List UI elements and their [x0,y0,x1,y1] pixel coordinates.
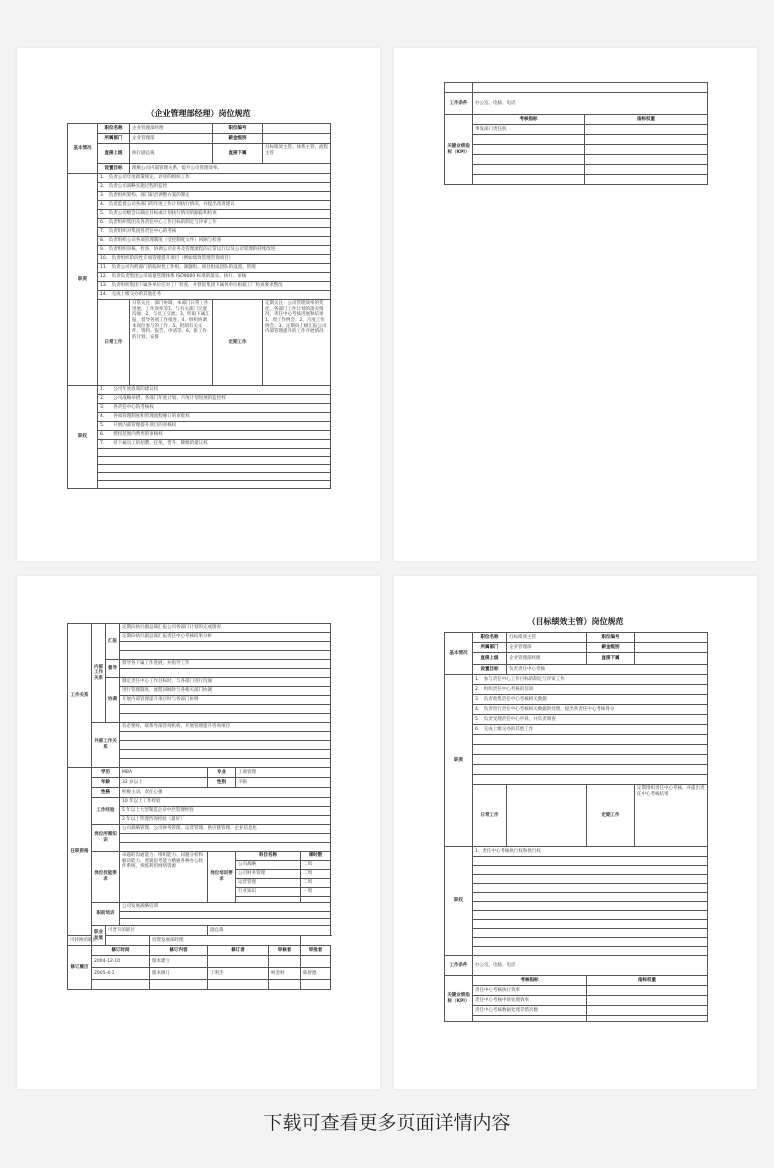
field-label: 职位编号 [587,633,635,643]
empty-row [120,642,331,651]
external-relations-label: 外部工作关系 [92,723,120,768]
empty-cell [445,83,473,93]
duty-item: 13. 负责组织集团下属各单位应对工厂检查，并督促集团下属各单位根据工厂检查要求整改 [98,282,331,291]
duty-item: 1. 负责公司年度政策规定、评审的组织工作 [98,174,331,183]
authority-item: 3. 各责任中心的考核权 [98,404,331,413]
duty-item: 2. 负责公司战略实施过程的监控 [98,183,331,192]
field-value: 企业管理部经理 [507,653,587,665]
authority-item: 1、责任中心考核执行权和执行权 [473,847,708,857]
kpi-label: 关键业绩指标（KPI） [445,115,473,185]
kpi-label: 关键业绩指标（KPI） [445,976,473,1022]
empty-row [120,750,331,759]
field-label: 职位名称 [473,633,507,643]
empty-row [120,919,331,926]
kpi-header: 考核指标 [473,976,587,986]
history-cell: 2004-12-10 [92,956,150,968]
kpi-item: 责任中心考核执行效率 [473,986,587,996]
training-subject: 公司战略 [236,861,301,870]
work-conditions-label: 工作条件 [445,956,473,976]
field-value: 目标绩效主管、体系主管、流程主管 [263,144,331,164]
empty-cell [473,135,585,145]
field-value [635,633,708,643]
field-value: 不限 [236,778,331,788]
history-cell: 柯金财 [269,968,301,980]
field-label: 性格 [92,788,120,798]
duty-item: 5. 负责受理责任中心申诉，并负责调查 [473,715,708,725]
coordinate-label: 协调 [106,678,120,723]
periodic-work-label: 定期工作 [213,300,263,386]
document-page-2 [394,48,757,561]
empty-row [120,843,331,852]
empty-row [473,929,708,938]
authority-item: 5. 开展内部管理提升项目的审核权 [98,422,331,431]
empty-row [473,745,708,755]
history-header: 审核者 [269,946,301,956]
empty-row [98,473,331,481]
empty-cell [92,980,150,990]
duty-item: 2. 组织责任中心考核的培训 [473,685,708,695]
field-value: 工商管理 [236,768,331,778]
empty-cell [587,1016,708,1022]
daily-work-label: 日常工作 [473,785,507,847]
kpi-weight [587,996,708,1006]
field-value: 企业管理部 [130,134,213,144]
knowledge-label: 岗位所需知识 [92,825,120,852]
training-subject: 行业知识 [236,888,301,897]
training-subject: 运营管理 [236,879,301,888]
page-title: （企业管理部经理）岗位规范 [146,109,251,118]
career-value: 投资发展部经理 [150,936,301,946]
field-label: 直接上级 [98,144,130,164]
revision-history-label: 修订履历 [68,946,92,990]
training-label: 岗位培训要求 [208,852,236,903]
experience-item: 2 年以上管理咨询经验（最好） [120,816,331,825]
duty-item: 6. 完成上级交办的其他工作 [473,725,708,735]
field-label: 所属部门 [473,643,507,653]
duty-item: 9. 负责组织审核、检查、协调公司业务及管理流程的正常运行以及公司管理的持续改进 [98,246,331,255]
authority-item: 4. 各项管理制度和管理流程修订的审批权 [98,413,331,422]
empty-cell [150,980,208,990]
job-spec-table [67,123,331,489]
empty-row [98,449,331,457]
empty-row [473,893,708,902]
field-value [635,643,708,653]
field-value: 企业管理部经理 [130,124,213,134]
empty-row [473,911,708,920]
training-header: 科目名称 [236,852,301,861]
empty-cell [473,145,585,155]
skills-label: 岗位技能要求 [92,852,120,903]
kpi-header: 指标权重 [585,115,708,125]
history-cell [208,956,269,968]
relation-item: 督导各下属工作进展，并指导工作 [120,660,331,669]
empty-row [473,735,708,745]
duty-item: 1. 参与责任中心工作目标的制定与评审工作 [473,675,708,685]
kpi-weight [587,986,708,996]
authority-label: 职权 [68,386,98,489]
work-conditions-value: 办公室、电脑、电话 [473,93,708,115]
empty-row [473,866,708,875]
training-hours: 二周 [301,861,331,870]
field-value: 执行副总裁 [130,144,213,164]
duty-item: 4. 负责进行责任中心考核相关数据的处理，提出各责任中心考核得分 [473,705,708,715]
authority-label: 职权 [445,847,473,956]
basic-info-label: 基本情况 [445,633,473,675]
knowledge-value: 公司战略管理、公司财务管理、运营管理、供应链管理、企业信息化 [120,825,331,834]
field-label: 直接下属 [213,144,263,164]
empty-cell [585,145,708,155]
field-value [263,124,331,134]
duty-item: 5. 负责公司级会议确定目标或计划执行情况的跟踪和检查 [98,210,331,219]
empty-row [473,755,708,765]
relation-item: 开展内部管理提升项目时与各部门协调 [120,696,331,705]
training-hours: 二周 [301,870,331,879]
empty-row [473,938,708,947]
field-label: 学历 [92,768,120,778]
training-header: 课时数 [301,852,331,861]
kpi-item: 责任中心考核数据处理差错次数 [473,1006,587,1016]
history-header: 修订内容 [150,946,208,956]
empty-row [473,857,708,866]
duties-label: 职责 [68,174,98,386]
training-hours: 一周 [301,888,331,897]
empty-row [473,884,708,893]
work-relations-label: 工作关系 [68,624,92,768]
field-label: 设置目标 [473,665,507,675]
duty-item: 14. 完成上级交办的其他任务 [98,291,331,300]
field-label: 年龄 [92,778,120,788]
field-value: 负责责任中心考核 [507,665,708,675]
field-label: 直接上级 [473,653,507,665]
authority-item: 1. 公司年度政策的建议权 [98,386,331,395]
job-spec-table [444,632,708,1022]
duty-item: 6. 负责组织集团及各责任中心工作目标的制定与评审工作 [98,219,331,228]
empty-row [473,902,708,911]
kpi-item: 事发部门责任机 [473,125,585,135]
daily-work-text: 日常关注：部门协调，本部门日常工作进展，工作效率等1、与有关部门交流沟通；2、与员工交流；3、听取下属汇报，督导各项工作推进；4、组织协调本岗位参与的工作；5、批阅有关文件、资料、报告、申请等；6、新工作的计划、安排 [130,300,213,386]
periodic-work-label: 定期工作 [587,785,635,847]
download-prompt-text: 下载可查看更多页面详情内容 [263,1112,511,1134]
field-label: 性别 [208,778,236,788]
relation-item: 定期向执行副总裁汇报责任中心考核结果分析 [120,633,331,642]
field-value [263,134,331,144]
experience-item: 5 年以上大型制造企业中层管理经验 [120,807,331,816]
history-cell [269,956,301,968]
report-label: 汇报 [106,624,120,660]
field-label: 专业 [208,768,236,778]
empty-row [120,912,331,919]
empty-row [473,947,708,956]
empty-row [120,732,331,741]
duty-item: 10. 负责组织阶段性专项管理提升项目（例如绩效管理咨询项目） [98,255,331,264]
field-label: 直接下属 [587,653,635,665]
history-header: 修订者 [208,946,269,956]
history-cell: 版本建立 [150,956,208,968]
relation-item: 定期向执行副总裁汇报公司各部门计划的完成情况 [120,624,331,633]
empty-cell [585,135,708,145]
empty-row [98,465,331,473]
career-value: 副总裁 [208,926,331,936]
work-conditions-label: 工作条件 [445,93,473,115]
duty-item: 12. 负责负责集团公司质量管理体系 ISO9000 标准的落实、执行、审核 [98,273,331,282]
duty-item: 3. 负责收集责任中心考核相关数据 [473,695,708,705]
history-header: 审批者 [301,946,331,956]
document-page-3 [17,576,380,1089]
periodic-work-text: 定期组织责任中心考核，并提出责任中心考核结果 [635,785,708,847]
field-value: 企业管理部 [507,643,587,653]
history-cell: 版本修订 [150,968,208,980]
empty-row [473,775,708,785]
career-item: 可晋升的职位 [106,926,208,936]
field-value: MBA [120,768,208,778]
field-value: 理顺公司内部管理关系，提升公司管理效率。 [130,164,331,174]
field-value: 积极主动，责任心强 [120,788,331,798]
relation-item: 有必要时，联系外部咨询机构，开展管理提升咨询项目 [120,723,331,732]
daily-work-label: 日常工作 [98,300,130,386]
basic-info-label: 基本情况 [68,124,98,174]
duties-label: 职责 [445,675,473,847]
empty-cell [301,980,331,990]
empty-cell [585,165,708,175]
empty-row [120,759,331,768]
empty-row [473,875,708,884]
work-conditions-value: 办公室、电脑、电话 [473,956,708,976]
daily-work-text [507,785,587,847]
field-value [635,653,708,665]
training-hours: 二周 [301,879,331,888]
history-cell: 2005-4-1 [92,968,150,980]
empty-row [120,705,331,714]
kpi-weight [585,125,708,135]
experience-item: 10 年以上工作经验 [120,798,331,807]
duty-item: 3. 负责组织架构、部门职责调整方案的制定 [98,192,331,201]
periodic-work-text: 定期关注：公司管理效率的变化，各部门工作计划的落实情况，责任中心考核进展和结果1、周工作例会；2、月度工作例会；3、定期向上级汇报公司内部管理提升的工作开展情况 [263,300,331,386]
experience-label: 工作经验 [92,798,120,825]
relation-item: 进行管理制度、流程回顾时与各相关部门协调 [120,687,331,696]
training-subject: 公司财务管理 [236,870,301,879]
kpi-table [444,82,708,185]
empty-cell [269,980,301,990]
authority-item: 6. 授权范围内费用的审核权 [98,431,331,440]
empty-row [120,714,331,723]
empty-cell [473,83,708,93]
kpi-item: 责任中心考核申诉处理效率 [473,996,587,1006]
skills-value: 卓越的沟通能力、组织能力、问题分析和解决能力、逻辑思考能力精通各种办公软件系统，熟练利用网络资源 [120,852,208,903]
field-label: 职位名称 [98,124,130,134]
career-label: 职业发展 [92,926,106,946]
empty-cell [473,175,585,185]
empty-cell [208,980,269,990]
empty-row [98,457,331,465]
history-cell: 丁明杰 [208,968,269,980]
empty-cell [473,1016,587,1022]
duty-item: 4. 负责监督公司各部门的年度工作计划执行情况，并提出改进建议 [98,201,331,210]
authority-item: 2. 公司战略举措、各部门年度计划、月度计划进展的监控权 [98,395,331,404]
relation-item: 制定责任中心工作目标时，与各部门进行沟通 [120,678,331,687]
field-label: 薪金级别 [587,643,635,653]
kpi-header: 考核指标 [473,115,585,125]
empty-row [120,669,331,678]
page-title: （目标绩效主管）岗位规范 [527,617,624,626]
relations-qualifications-table [67,623,331,990]
empty-row [120,741,331,750]
history-cell [301,956,331,968]
duty-item: 8. 负责组织公司各项管理制度（受控制度文件）回顾与检查 [98,237,331,246]
empty-cell [473,165,585,175]
empty-row [98,481,331,489]
history-header: 修订时间 [92,946,150,956]
duty-item: 7. 负责组织对集团各责任中心的考核 [98,228,331,237]
qualifications-label: 任职资格 [68,768,92,936]
field-label: 职位编号 [213,124,263,134]
duty-item: 11. 负责公司内跨部门的临时性工作组、课题组、项目组成团队的设置、管理 [98,264,331,273]
empty-cell [585,175,708,185]
history-cell: 陈智德 [301,968,331,980]
empty-row [473,765,708,775]
kpi-weight [587,1006,708,1016]
empty-cell [585,155,708,165]
field-label: 所属部门 [98,134,130,144]
empty-row [120,651,331,660]
document-page-1 [17,48,380,561]
field-value: 目标绩效主管 [507,633,587,643]
empty-row [473,920,708,929]
empty-cell [473,155,585,165]
field-value: 32 岁以上 [120,778,208,788]
career-item: 可转换的职位 [68,936,150,946]
internal-relations-label: 内部工作关系 [92,624,106,723]
field-label: 设置目标 [98,164,130,174]
pre-job-training-label: 职前培训 [92,903,120,926]
supervise-label: 督导 [106,660,120,678]
document-page-4 [394,576,757,1089]
pre-job-training-value: 公司发展战略培训 [120,903,331,912]
kpi-header: 指标权重 [587,976,708,986]
authority-item: 7. 对下属员工的招聘、任免、晋升、降级的建议权 [98,440,331,449]
empty-row [120,834,331,843]
field-label: 薪金级别 [213,134,263,144]
